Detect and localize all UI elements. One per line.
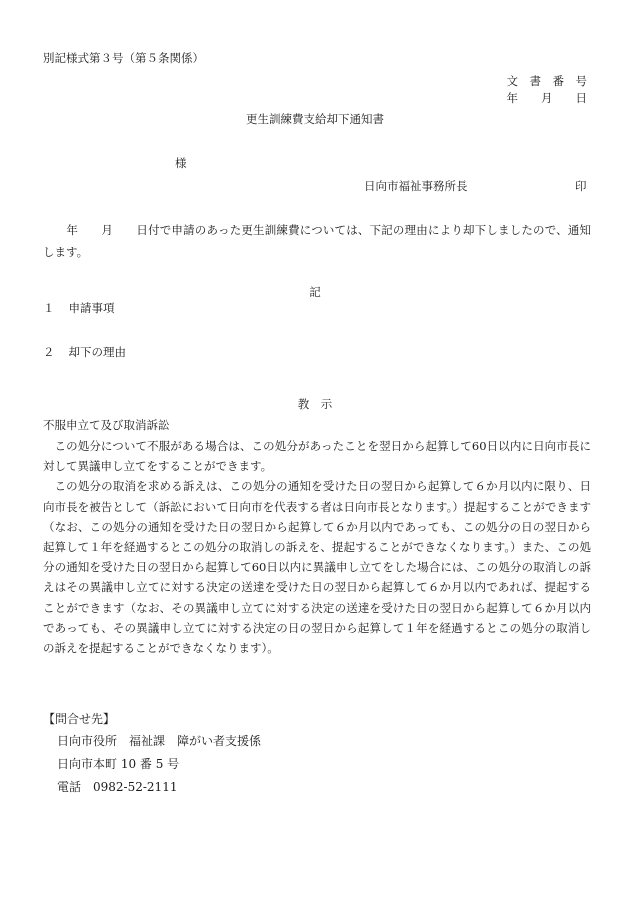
appeal-section: [43, 436, 591, 658]
document-title: 更生訓練費支給却下通知書: [246, 112, 384, 126]
item-number: １: [43, 301, 55, 315]
addressee-suffix: 様: [175, 156, 187, 170]
contact-heading: 【問合せ先】: [43, 712, 116, 726]
contact-line: 日向市本町 10 番 5 号: [57, 757, 180, 771]
sender-name: 日向市福祉事務所長: [364, 179, 468, 193]
item-number: ２: [43, 345, 55, 359]
item-reason: [43, 344, 126, 360]
item-label: 申請事項: [68, 301, 115, 315]
item-application: [43, 300, 115, 316]
appeal-heading: 不服申立て及び取消訴訟: [43, 418, 170, 432]
kyoji-heading: 教 示: [297, 397, 333, 411]
appeal-paragraph: この処分について不服がある場合は、この処分があったことを翌日から起算して60日以内に日向市長に対して異議申し立てをすることができます。: [43, 439, 591, 474]
appeal-paragraph: この処分の取消を求める訴えは、この処分の通知を受けた日の翌日から起算して６か月以内に限り、日向市長を被告として（訴訟において日向市を代表する者は日向市長となります。）提起することができます（なお、この処分の通知を受けた日の翌日から起算して６か月以内であっても、この処分の日の翌日から起算して１年を経過するとこの処分の取消しの訴えを、提起することができなくなります。）また、この処分の通知を受けた日の翌日から起算して60日以内に異議申し立てをした場合には、この処分の取消しの訴えはその異議申し立てに対する決定の送達を受けた日の翌日から起算して６か月以内であれば、提起することができます（なお、その異議申し立てに対する決定の送達を受けた日の翌日から起算して６か月以内であっても、その異議申し立てに対する決定の日の翌日から起算して１年を経過するとこの処分の取消しの訴えを提起することができなくなります）。: [43, 479, 591, 656]
contact-line: 電話 0982-52-2111: [57, 780, 178, 794]
contact-line: 日向市役所 福祉課 障がい者支援係: [57, 734, 262, 748]
seal-mark: 印: [575, 179, 587, 193]
date-label: 年 月 日: [506, 91, 587, 105]
form-label: 別記様式第３号（第５条関係）: [43, 51, 204, 65]
document-number-label: 文 書 番 号: [506, 74, 587, 88]
notice-body: [43, 219, 591, 263]
notice-body-text: 年 月 日付で申請のあった更生訓練費については、下記の理由により却下しましたので、通知します。: [43, 223, 591, 259]
ki-heading: 記: [309, 285, 321, 299]
item-label: 却下の理由: [68, 345, 126, 359]
